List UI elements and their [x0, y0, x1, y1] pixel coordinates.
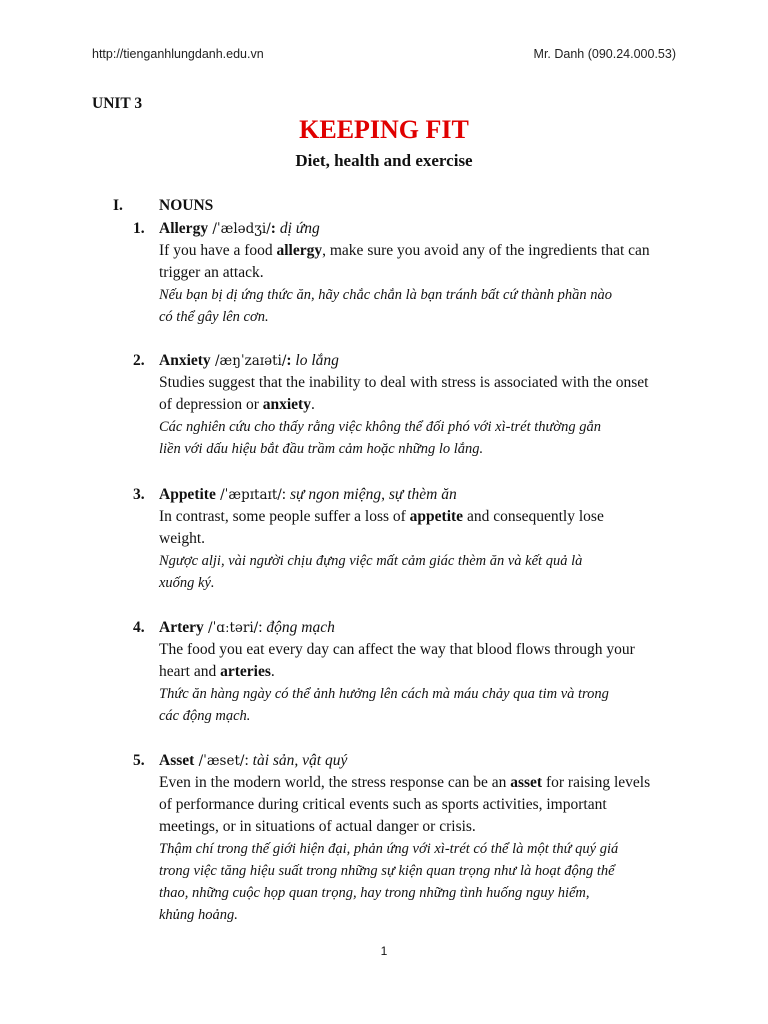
example-line: trigger an attack.: [159, 264, 264, 281]
page-number: 1: [380, 944, 388, 958]
vocab-entry: [133, 750, 689, 926]
translation-line: khủng hoảng.: [159, 907, 238, 923]
entry-separator: :: [258, 619, 267, 636]
header-author: Mr. Danh (090.24.000.53): [533, 47, 676, 61]
entry-headword-line: [159, 617, 689, 639]
entry-ipa: /ˈæpɪtaɪt/: [215, 487, 282, 503]
entry-ipa: /ˈælədʒi/: [208, 221, 271, 237]
example-line: In contrast, some people suffer a loss of appetite and consequently lose: [159, 508, 604, 525]
example-line: Even in the modern world, the stress response can be an asset for raising levels: [159, 774, 651, 791]
entry-separator: :: [281, 486, 290, 503]
entry-number: 5.: [133, 752, 145, 769]
translation-line: thao, những cuộc họp quan trọng, hay trong những tình huống nguy hiểm,: [159, 885, 590, 901]
example-line: If you have a food allergy, make sure you avoid any of the ingredients that can: [159, 242, 650, 259]
entry-word: Asset: [159, 752, 195, 769]
entry-word: Allergy: [159, 220, 209, 237]
example-line: weight.: [159, 530, 206, 547]
vocab-entry: [133, 484, 689, 594]
vocab-entry: [133, 218, 689, 328]
entry-number: 3.: [133, 486, 145, 503]
entry-meaning: tài sản, vật quý: [252, 752, 348, 769]
example-line: of depression or anxiety.: [159, 396, 315, 413]
entry-headword-line: [159, 350, 689, 372]
entry-ipa: /ˈɑːtəri/: [203, 620, 259, 636]
entry-ipa: /ˈæset/: [194, 753, 245, 769]
entry-number: 2.: [133, 352, 145, 369]
translation-line: các động mạch.: [159, 708, 251, 724]
page-header: [92, 47, 676, 61]
page-subtitle: Diet, health and exercise: [295, 151, 473, 170]
entry-word: Anxiety: [159, 352, 211, 369]
example-line: meetings, or in situations of actual danger or crisis.: [159, 818, 476, 835]
entry-headword-line: [159, 484, 689, 506]
translation-line: trong việc tăng hiệu suất trong những sự kiện quan trọng như là hoạt động thể: [159, 863, 615, 879]
example-keyword: allergy: [276, 242, 323, 259]
vocab-entry: [133, 617, 689, 727]
entry-meaning: động mạch: [266, 619, 335, 636]
section-title: NOUNS: [159, 197, 214, 214]
unit-label: UNIT 3: [92, 95, 143, 112]
page-title: KEEPING FIT: [299, 115, 469, 144]
translation-line: liền với dấu hiệu bắt đầu trầm cảm hoặc những lo lắng.: [159, 441, 484, 457]
example-keyword: arteries: [220, 663, 271, 680]
entry-headword-line: [159, 218, 689, 240]
entry-meaning: lo lắng: [295, 352, 339, 369]
translation-line: Thậm chí trong thế giới hiện đại, phản ứng với xì-trét có thể là một thứ quý giá: [159, 841, 619, 857]
entry-headword-line: [159, 750, 689, 772]
translation-line: xuống ký.: [159, 575, 215, 591]
entry-ipa: /æŋˈzaɪəti/: [210, 353, 287, 369]
translation-line: Ngược alji, vài người chịu đựng việc mất cảm giác thèm ăn và kết quả là: [159, 553, 583, 569]
entry-separator: :: [286, 352, 296, 369]
translation-line: có thể gây lên cơn.: [159, 309, 269, 325]
example-line: The food you eat every day can affect the way that blood flows through your: [159, 641, 635, 658]
translation-line: Nếu bạn bị dị ứng thức ăn, hãy chắc chắn là bạn tránh bất cứ thành phần nào: [159, 287, 613, 303]
section-number: I.: [113, 197, 123, 214]
header-website: http://tienganhlungdanh.edu.vn: [92, 47, 264, 61]
entry-meaning: sự ngon miệng, sự thèm ăn: [289, 486, 457, 503]
entry-separator: :: [270, 220, 280, 237]
entry-number: 4.: [133, 619, 145, 636]
entry-number: 1.: [133, 220, 145, 237]
entry-separator: :: [244, 752, 253, 769]
translation-line: Các nghiên cứu cho thấy rằng việc không thể đối phó với xì-trét thường gắn: [159, 419, 602, 435]
translation-line: Thức ăn hàng ngày có thể ảnh hưởng lên cách mà máu chảy qua tim và trong: [159, 686, 609, 702]
example-keyword: asset: [510, 774, 543, 791]
example-line: of performance during critical events such as sports activities, important: [159, 796, 607, 813]
entry-meaning: dị ứng: [279, 220, 320, 237]
example-line: Studies suggest that the inability to deal with stress is associated with the onset: [159, 374, 649, 391]
example-keyword: appetite: [409, 508, 464, 525]
entry-word: Artery: [159, 619, 204, 636]
entry-word: Appetite: [159, 486, 216, 503]
example-line: heart and arteries.: [159, 663, 275, 680]
example-keyword: anxiety: [262, 396, 311, 413]
vocab-entry: [133, 350, 689, 460]
